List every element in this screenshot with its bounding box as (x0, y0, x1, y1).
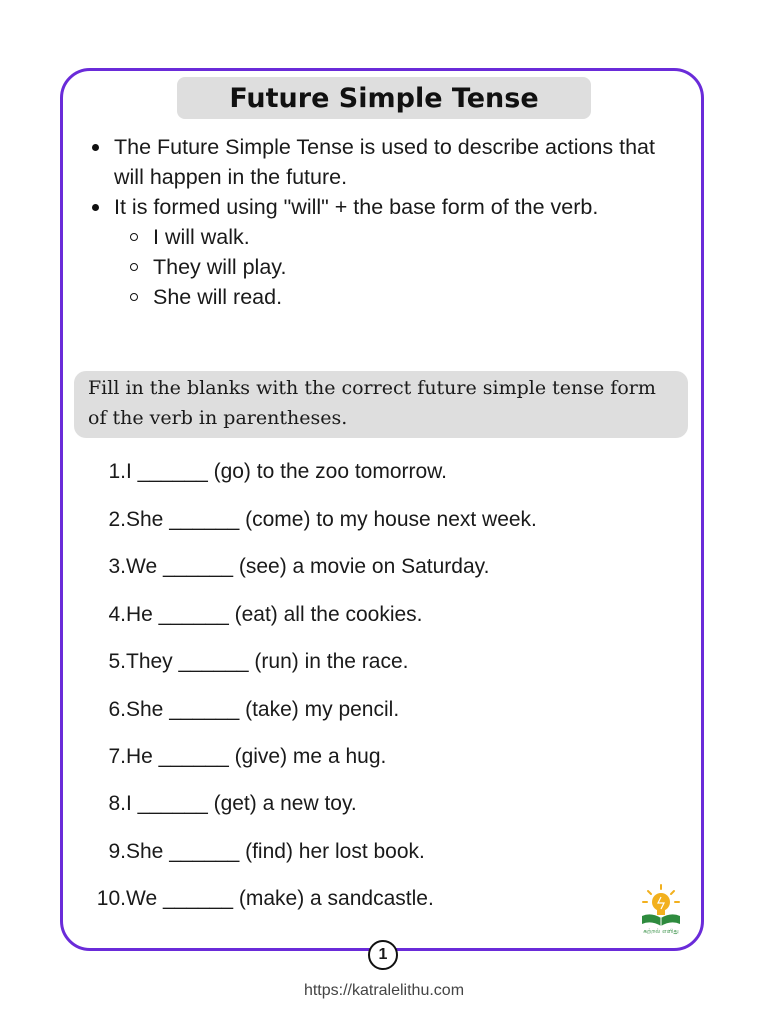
item-sentence: He ______ (eat) all the cookies. (126, 603, 423, 626)
example-text: They will play. (153, 255, 287, 279)
exercise-item (0, 647, 768, 677)
item-sentence: I ______ (get) a new toy. (126, 792, 357, 815)
svg-text:கற்றல் எளிது: கற்றல் எளிது (643, 928, 679, 935)
item-sentence: I ______ (go) to the zoo tomorrow. (126, 460, 448, 483)
bullet-dot-icon (92, 144, 99, 151)
bullet-circle-icon (130, 263, 138, 271)
examples-list (88, 222, 668, 312)
item-number: 1. (108, 460, 126, 483)
item-sentence: She ______ (take) my pencil. (126, 698, 400, 721)
bullet-circle-icon (130, 233, 138, 241)
exercise-item (0, 789, 768, 819)
rule-bullet (88, 132, 668, 192)
page-number: 1 (378, 946, 388, 963)
item-number: 7. (108, 745, 126, 768)
exercise-item (0, 600, 768, 630)
bullet-dot-icon (92, 204, 99, 211)
item-number: 2. (108, 508, 126, 531)
page-title: Future Simple Tense (229, 82, 539, 114)
exercise-item (0, 695, 768, 725)
item-number: 4. (108, 603, 126, 626)
page-number-badge (368, 940, 398, 970)
item-sentence: She ______ (come) to my house next week. (126, 508, 537, 531)
rule-text: It is formed using "will" + the base form of the verb. (114, 195, 599, 219)
exercise-item (0, 742, 768, 772)
exercise-item (0, 505, 768, 535)
item-number: 8. (108, 792, 126, 815)
item-number: 3. (108, 555, 126, 578)
item-number: 5. (108, 650, 126, 673)
rule-bullet (88, 192, 668, 222)
instruction-text: Fill in the blanks with the correct future simple tense form of the verb in parentheses. (88, 377, 656, 429)
item-number: 10. (96, 887, 126, 910)
item-sentence: She ______ (find) her lost book. (126, 840, 425, 863)
item-sentence: We ______ (see) a movie on Saturday. (126, 555, 490, 578)
exercise-item (0, 552, 768, 582)
exercise-item (0, 457, 768, 487)
example-text: She will read. (153, 285, 283, 309)
example-item (130, 222, 668, 252)
rule-text: The Future Simple Tense is used to describe actions that will happen in the future. (114, 135, 655, 189)
item-number: 6. (108, 698, 126, 721)
example-text: I will walk. (153, 225, 250, 249)
website-url[interactable]: https://katralelithu.com (303, 982, 465, 999)
bullet-circle-icon (130, 293, 138, 301)
exercise-item (0, 837, 768, 867)
example-item (130, 282, 668, 312)
item-sentence: We ______ (make) a sandcastle. (126, 887, 434, 910)
instruction-box (74, 371, 688, 438)
example-item (130, 252, 668, 282)
title-banner (177, 77, 591, 119)
item-sentence: He ______ (give) me a hug. (126, 745, 387, 768)
item-number: 9. (108, 840, 126, 863)
lightbulb-book-logo (634, 883, 688, 935)
rules-list (88, 132, 668, 312)
item-sentence: They ______ (run) in the race. (126, 650, 409, 673)
